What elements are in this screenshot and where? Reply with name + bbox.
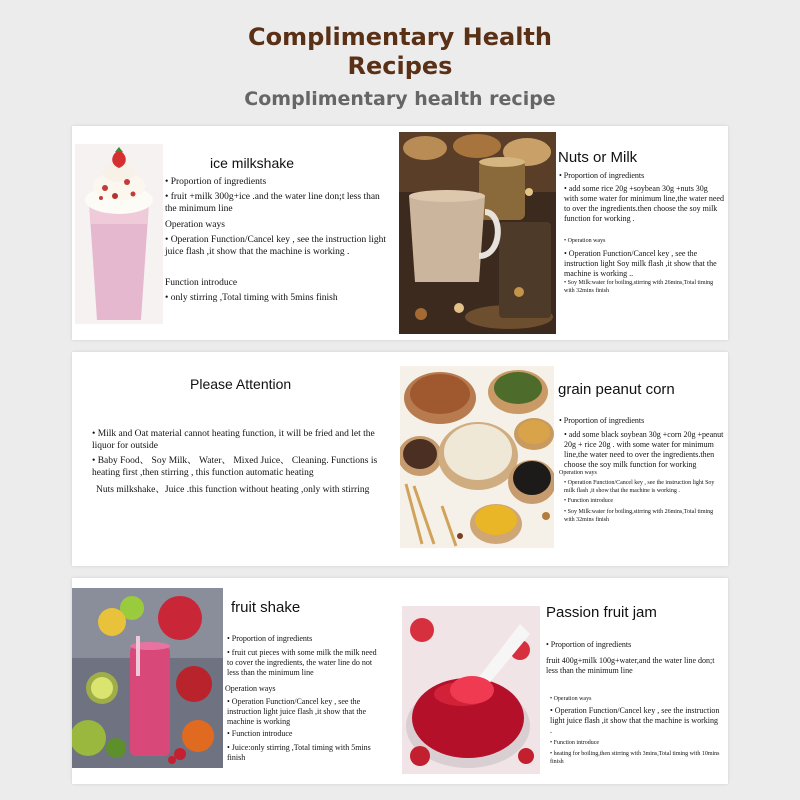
ice-milkshake-proportion-text: • fruit +milk 300g+ice .and the water line don;t less than the minimum line <box>165 192 380 214</box>
ice-milkshake-function-text: • only stirring ,Total timing with 5mins finish <box>165 293 338 303</box>
grain-operation-heading: Operation ways <box>559 470 597 476</box>
nuts-milk-operation-heading: • Operation ways <box>564 238 606 244</box>
jam-operation-heading: • Operation ways <box>550 696 592 702</box>
attention-para1: • Milk and Oat material cannot heating function, it will be fried and let the liquor for outside <box>92 429 375 451</box>
grain-proportion-text: • add some black soybean 30g +corn 20g +peanut 20g + rice 20g . with some water for minimum line,the water need to over the ingredients.then choose the soy milk function for working <box>564 430 724 469</box>
fruit-shake-operation-text: • Operation Function/Cancel key , see the instruction light juice flash ,it show that the machine is working <box>227 697 367 726</box>
grain-peanut-corn-image <box>400 366 554 548</box>
jam-note: • heating for boiling,then stirring with 3mins,Total timing with 10mins finish <box>550 751 720 765</box>
jam-proportion-text: fruit 400g+milk 100g+water,and the water line don;t less than the minimum line <box>546 656 715 675</box>
fruit-shake-image <box>72 588 223 768</box>
fruit-shake-proportion-heading: • Proportion of ingredients <box>227 634 313 643</box>
passion-fruit-jam-title: Passion fruit jam <box>546 604 657 621</box>
fruit-shake-proportion-text: • fruit cut pieces with some milk the milk need to cover the ingredients, the water line do not less than the minimum line <box>227 648 377 677</box>
ice-milkshake-proportion-heading: • Proportion of ingredients <box>165 177 267 187</box>
page-title-line1: Complimentary Health <box>248 23 552 51</box>
nuts-milk-proportion-text: • add some rice 20g +soybean 30g +nuts 30g with some water for minimum line,the water need to over the ingredients.then choose the soy milk function for working . <box>564 184 724 223</box>
grain-peanut-corn-title: grain peanut corn <box>558 381 675 398</box>
jam-function-heading: • Function introduce <box>550 740 600 746</box>
ice-milkshake-title: ice milkshake <box>210 155 295 171</box>
jam-operation-text: • Operation Function/Cancel key , see the instruction light juice flash ,it show that the machine is working . <box>550 706 720 735</box>
ice-milkshake-image <box>75 144 163 324</box>
jam-proportion-heading: • Proportion of ingredients <box>546 640 632 649</box>
nuts-milk-image <box>399 132 556 334</box>
page-subtitle: Complimentary health recipe <box>244 88 556 110</box>
attention-title: Please Attention <box>190 376 292 392</box>
fruit-shake-function-heading: • Function introduce <box>227 729 293 738</box>
grain-note: • Soy Milk:water for boiling,stirring with 26mins,Total timing with 32mins finish <box>564 509 714 523</box>
attention-para3: Nuts milkshake、Juice .this function without heating ,only with stirring <box>96 485 370 495</box>
passion-fruit-jam-image <box>402 606 540 774</box>
nuts-milk-title: Nuts or Milk <box>558 149 638 166</box>
nuts-milk-operation-text: • Operation Function/Cancel key , see the instruction light Soy milk flash ,it show that the machine is working .. <box>564 249 717 278</box>
fruit-shake-title: fruit shake <box>231 599 301 616</box>
nuts-milk-proportion-heading: • Proportion of ingredients <box>559 171 645 180</box>
page-title-line2: Recipes <box>347 52 453 80</box>
grain-function-heading: • Function introduce <box>564 498 614 504</box>
recipe-card-2 <box>72 352 728 566</box>
grain-operation-text: • Operation Function/Cancel key , see the instruction light Soy milk flash ,it show that the machine is working . <box>564 480 715 494</box>
attention-para2: • Baby Food、 Soy Milk、 Water、 Mixed Juice、 Cleaning. Functions is heating first ,then stirring , this function automatic heating <box>92 456 378 478</box>
grain-proportion-heading: • Proportion of ingredients <box>559 416 645 425</box>
ice-milkshake-function-heading: Function introduce <box>165 278 238 288</box>
ice-milkshake-operation-heading: Operation ways <box>165 220 225 230</box>
nuts-milk-note: • Soy Milk:water for boiling,stirring with 26mins,Total timing with 32mins finish <box>564 280 714 294</box>
recipe-card-3 <box>72 578 728 784</box>
fruit-shake-operation-heading: Operation ways <box>225 684 276 693</box>
fruit-shake-function-text: • Juice:only stirring ,Total timing with 5mins finish <box>227 743 371 762</box>
recipe-card-1 <box>72 126 728 340</box>
ice-milkshake-operation-text: • Operation Function/Cancel key , see the instruction light juice flash ,it show that the machine is working . <box>165 235 386 257</box>
